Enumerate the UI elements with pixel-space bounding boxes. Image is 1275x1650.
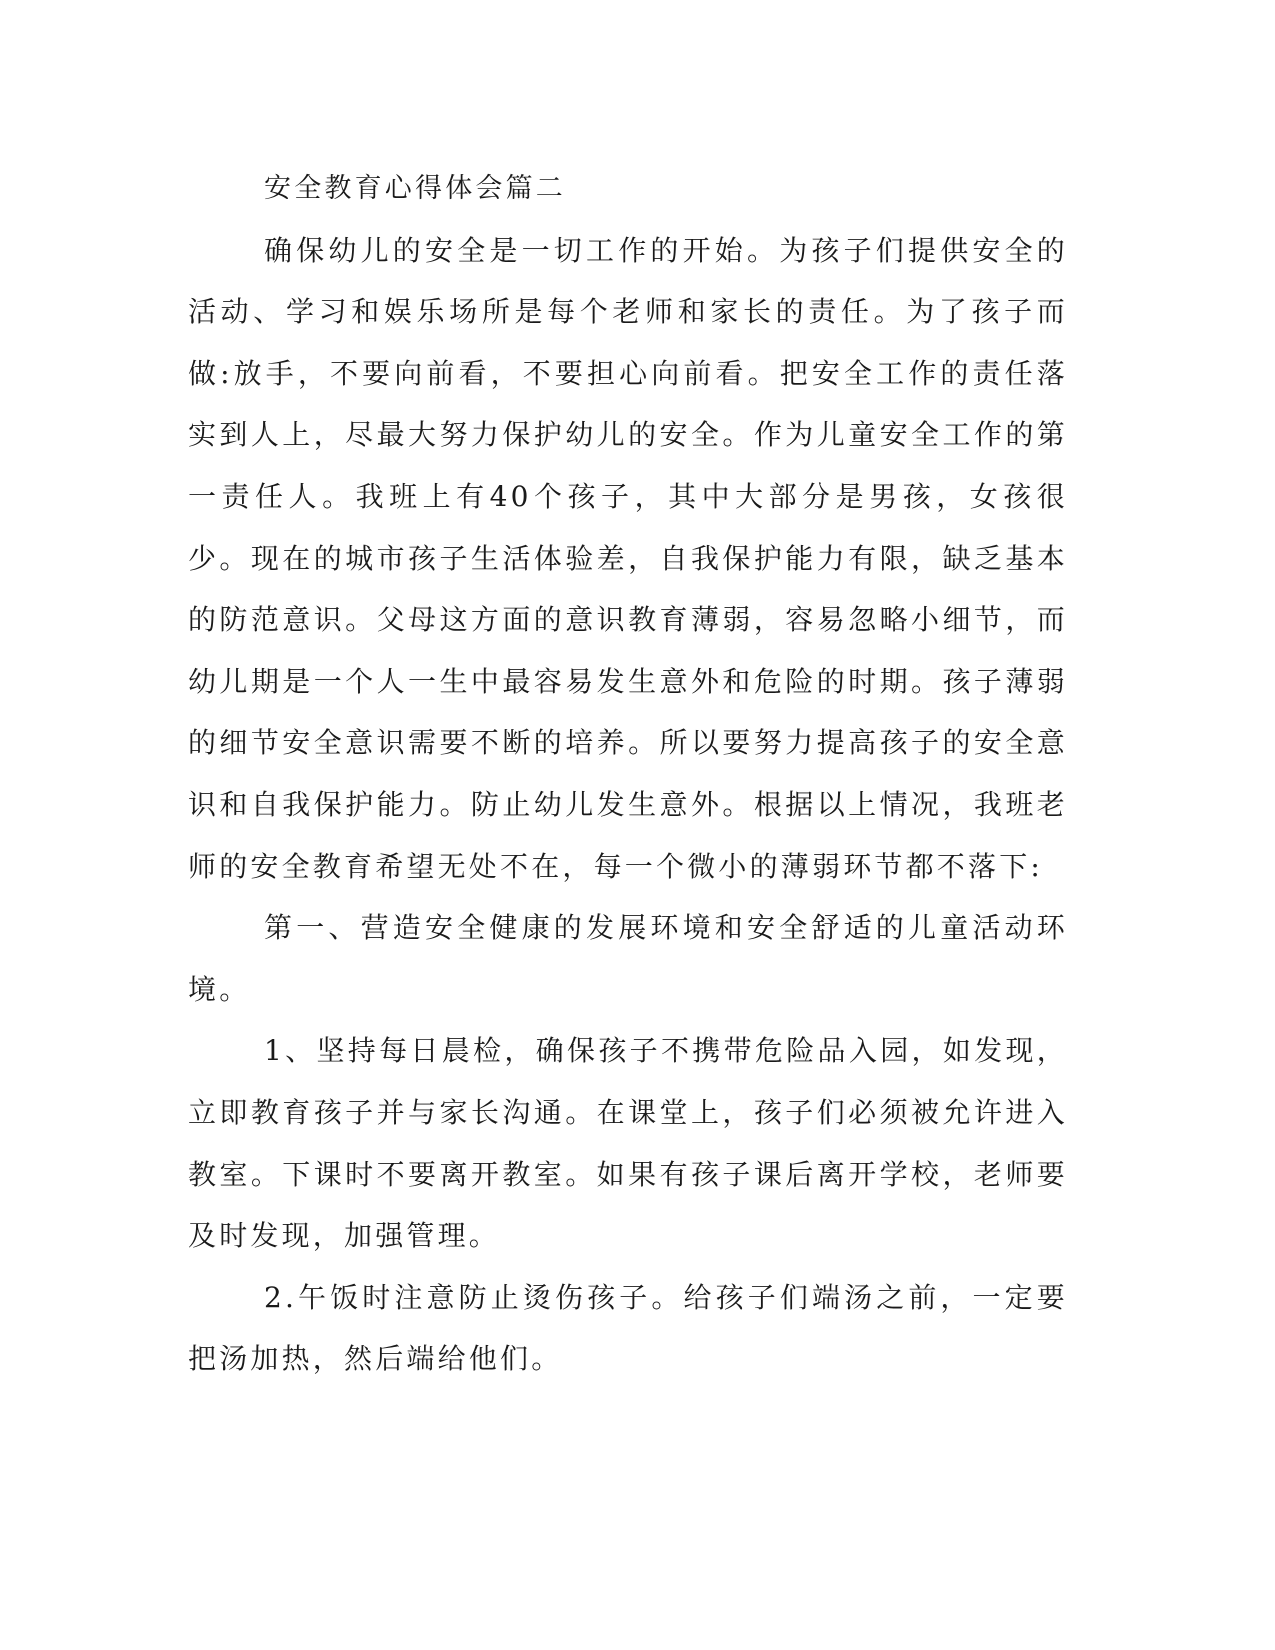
paragraph-intro: 确保幼儿的安全是一切工作的开始。为孩子们提供安全的活动、学习和娱乐场所是每个老师和家长的责任。为了孩子而做:放手，不要向前看，不要担心向前看。把安全工作的责任落实到人上，尽最大努力保护幼儿的安全。作为儿童安全工作的第一责任人。我班上有40个孩子，其中大部分是男孩，女孩很少。现在的城市孩子生活体验差，自我保护能力有限，缺乏基本的防范意识。父母这方面的意识教育薄弱，容易忽略小细节，而幼儿期是一个人一生中最容易发生意外和危险的时期。孩子薄弱的细节安全意识需要不断的培养。所以要努力提高孩子的安全意识和自我保护能力。防止幼儿发生意外。根据以上情况，我班老师的安全教育希望无处不在，每一个微小的薄弱环节都不落下: (188, 233, 1068, 883)
paragraph-section-one: 第一、营造安全健康的发展环境和安全舒适的儿童活动环境。 (188, 911, 1068, 1006)
paragraph-item-two: 2.午饭时注意防止烫伤孩子。给孩子们端汤之前，一定要把汤加热，然后端给他们。 (188, 1280, 1068, 1376)
paragraph-item-one: 1、坚持每日晨检，确保孩子不携带危险品入园，如发现，立即教育孩子并与家长沟通。在课堂上，孩子们必须被允许进入教室。下课时不要离开教室。如果有孩子课后离开学校，老师要及时发现，加强管理。 (188, 1034, 1068, 1253)
document-title: 安全教育心得体会篇二 (264, 173, 566, 204)
document-body (188, 158, 1068, 1390)
